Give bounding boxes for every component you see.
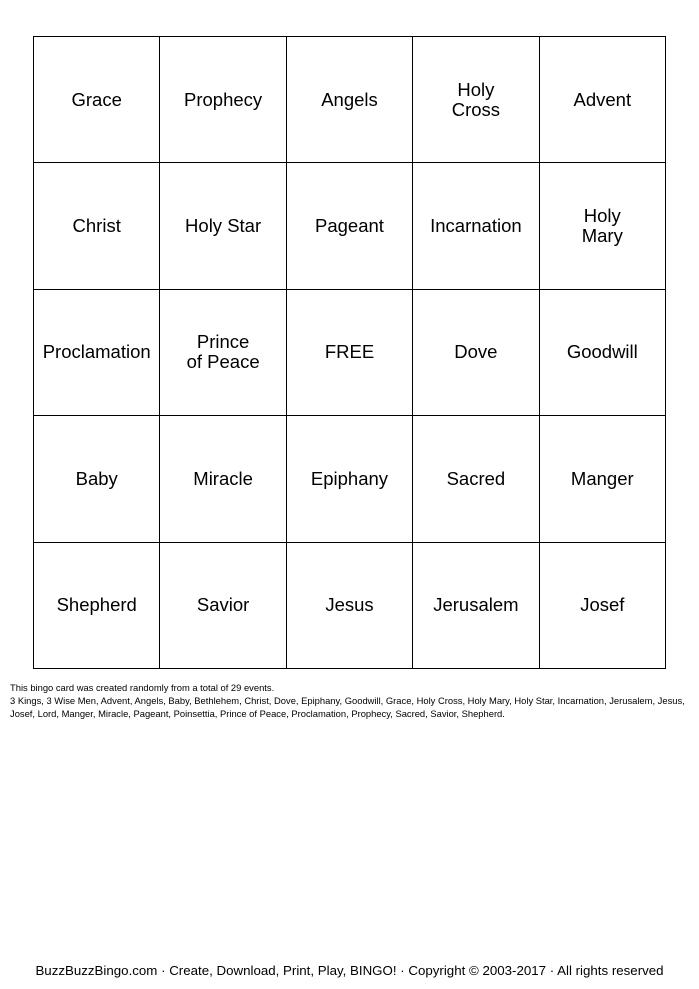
free-space-cell: FREE: [287, 290, 413, 416]
bingo-cell: Christ: [34, 163, 160, 289]
bingo-cell: Holy Cross: [413, 37, 539, 163]
bingo-cell: Josef: [540, 543, 666, 669]
notes-event-list: 3 Kings, 3 Wise Men, Advent, Angels, Baby, Bethlehem, Christ, Dove, Epiphany, Goodwill, Grace, Holy Cross, Holy Mary, Holy Star, Incarnation, Jerusalem, Jesus, Josef, Lord, Manger, Miracle, Pageant, Poinsettia, Prince of Peace, Proclamation, Prophecy, Sacred, Savior, Shepherd.: [10, 695, 685, 719]
bingo-cell: Prophecy: [160, 37, 286, 163]
notes-intro: This bingo card was created randomly from a total of 29 events.: [10, 682, 275, 693]
bingo-cell: Sacred: [413, 416, 539, 542]
bingo-cell: Baby: [34, 416, 160, 542]
bingo-cell: Proclamation: [34, 290, 160, 416]
bingo-cell: Holy Star: [160, 163, 286, 289]
bingo-cell: Goodwill: [540, 290, 666, 416]
bingo-cell: Jerusalem: [413, 543, 539, 669]
bingo-cell: Grace: [34, 37, 160, 163]
bingo-cell: Advent: [540, 37, 666, 163]
bingo-cell: Angels: [287, 37, 413, 163]
bingo-cell: Holy Mary: [540, 163, 666, 289]
page-footer: BuzzBuzzBingo.com · Create, Download, Print, Play, BINGO! · Copyright © 2003-2017 · All rights reserved: [35, 963, 664, 978]
bingo-cell: Jesus: [287, 543, 413, 669]
bingo-cell: Miracle: [160, 416, 286, 542]
bingo-cell: Incarnation: [413, 163, 539, 289]
bingo-cell: Savior: [160, 543, 286, 669]
bingo-card: [33, 36, 666, 669]
bingo-cell: Shepherd: [34, 543, 160, 669]
bingo-cell: Prince of Peace: [160, 290, 286, 416]
bingo-cell: Pageant: [287, 163, 413, 289]
card-notes: [10, 681, 690, 720]
bingo-cell: Epiphany: [287, 416, 413, 542]
bingo-cell: Dove: [413, 290, 539, 416]
bingo-cell: Manger: [540, 416, 666, 542]
